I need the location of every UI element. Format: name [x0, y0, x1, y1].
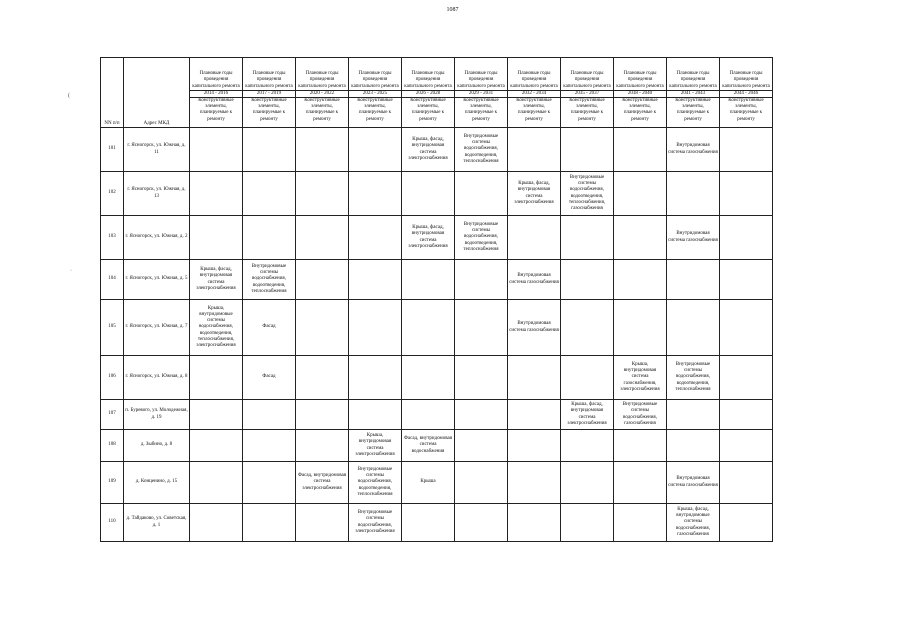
period-header-0: [190, 58, 243, 98]
repair-elements-cell: [720, 216, 773, 260]
repair-elements-cell: [243, 128, 296, 172]
repair-elements-cell: [614, 430, 667, 462]
period-header-6: [508, 58, 561, 98]
repair-elements-cell: [296, 356, 349, 400]
period-title: Плановые годы проведения капитального ремонта: [298, 71, 346, 89]
table-row: [101, 300, 773, 356]
repair-elements-cell: [402, 172, 455, 216]
elements-header-3: Конструктивные элементы, планируемые к ремонту: [349, 98, 402, 128]
period-title: Плановые годы проведения капитального ремонта: [245, 71, 293, 89]
repair-elements-cell: [561, 356, 614, 400]
repair-elements-cell: Внутридомовая система газоснабжения: [667, 462, 720, 504]
period-years: 2035 - 2037: [561, 90, 613, 97]
repair-elements-cell: [349, 260, 402, 300]
repair-elements-cell: Крыша, фасад, внутридомовая система электроснабжения: [561, 400, 614, 430]
repair-elements-cell: [296, 300, 349, 356]
row-address: п. Буревого, ул. Молодежная, д. 19: [124, 400, 190, 430]
row-address: д. Тайдаково, ул. Советская, д. 1: [124, 504, 190, 542]
repair-elements-cell: Внутридомовая система газоснабжения: [508, 260, 561, 300]
repair-elements-cell: [720, 400, 773, 430]
repair-elements-cell: [720, 300, 773, 356]
period-years: 2020 - 2022: [296, 90, 348, 97]
repair-elements-cell: [561, 216, 614, 260]
repair-elements-cell: [455, 356, 508, 400]
repair-elements-cell: [402, 356, 455, 400]
row-address: д. Зыбино, д. 8: [124, 430, 190, 462]
repair-elements-cell: [720, 128, 773, 172]
repair-elements-cell: Внутридомовые системы водоснабжения, водоотведения, теплоснабжения: [455, 216, 508, 260]
scan-artifact: ·: [70, 268, 72, 274]
period-years: 2014 - 2016: [190, 90, 242, 97]
repair-elements-cell: Фасад, внутридомовая система водоснабжения: [402, 430, 455, 462]
repair-elements-cell: Внутридомовые системы водоснабжения, водоотведения, теплоснабжения, газоснабжения: [561, 172, 614, 216]
repair-elements-cell: [614, 128, 667, 172]
repair-elements-cell: Крыша, фасад, внутридомовая система электроснабжения: [508, 172, 561, 216]
table-row: [101, 128, 773, 172]
repair-elements-cell: [402, 300, 455, 356]
period-header-9: [667, 58, 720, 98]
elements-header-2: Конструктивные элементы, планируемые к ремонту: [296, 98, 349, 128]
repair-elements-cell: [667, 300, 720, 356]
repair-elements-cell: [402, 504, 455, 542]
repair-elements-cell: [667, 260, 720, 300]
period-years: 2044 - 2046: [720, 90, 772, 97]
elements-header-4: Конструктивные элементы, планируемые к ремонту: [402, 98, 455, 128]
repair-elements-cell: [508, 356, 561, 400]
table-row: [101, 260, 773, 300]
row-number: 106: [101, 356, 124, 400]
elements-header-0: Конструктивные элементы, планируемые к ремонту: [190, 98, 243, 128]
repair-elements-cell: [190, 400, 243, 430]
repair-elements-cell: [243, 400, 296, 430]
repair-elements-cell: Крыша: [402, 462, 455, 504]
table-row: [101, 172, 773, 216]
repair-elements-cell: [667, 172, 720, 216]
repair-elements-cell: [296, 400, 349, 430]
repair-elements-cell: [190, 128, 243, 172]
table-row: [101, 356, 773, 400]
repair-elements-cell: [349, 400, 402, 430]
repair-elements-cell: [614, 260, 667, 300]
period-header-7: [561, 58, 614, 98]
repair-elements-cell: [243, 430, 296, 462]
period-header-10: [720, 58, 773, 98]
repair-elements-cell: Фасад: [243, 300, 296, 356]
elements-header-6: Конструктивные элементы, планируемые к ремонту: [508, 98, 561, 128]
repair-elements-cell: [455, 430, 508, 462]
period-header-1: [243, 58, 296, 98]
repair-elements-cell: [508, 430, 561, 462]
row-number: 101: [101, 128, 124, 172]
row-number: 102: [101, 172, 124, 216]
repair-elements-cell: [508, 216, 561, 260]
repair-elements-cell: [508, 400, 561, 430]
period-header-3: [349, 58, 402, 98]
header-row-elements: [101, 98, 773, 128]
repair-elements-cell: Крыша, внутридомовая система газоснабжения, электроснабжения: [614, 356, 667, 400]
table-row: [101, 216, 773, 260]
period-header-4: [402, 58, 455, 98]
repair-elements-cell: Крыша, фасад, внутридомовые системы водоснабжения, газоснабжения: [667, 504, 720, 542]
repair-elements-cell: Внутридомовая система газоснабжения: [667, 216, 720, 260]
repair-elements-cell: [614, 300, 667, 356]
repair-elements-cell: Фасад: [243, 356, 296, 400]
row-number: 104: [101, 260, 124, 300]
repair-elements-cell: [614, 504, 667, 542]
elements-header-10: Конструктивные элементы, планируемые к ремонту: [720, 98, 773, 128]
repair-elements-cell: Крыша, внутридомовая система электроснабжения: [349, 430, 402, 462]
repair-elements-cell: Внутридомовая система газоснабжения: [508, 300, 561, 356]
repair-elements-cell: [296, 172, 349, 216]
row-number: 103: [101, 216, 124, 260]
repair-elements-cell: Внутридомовые системы водоснабжения, водоотведения, теплоснабжения: [667, 356, 720, 400]
period-title: Плановые годы проведения капитального ремонта: [722, 71, 770, 89]
repair-elements-cell: [402, 260, 455, 300]
repair-elements-cell: [190, 172, 243, 216]
elements-header-5: Конструктивные элементы, планируемые к ремонту: [455, 98, 508, 128]
repair-elements-cell: [243, 462, 296, 504]
repair-elements-cell: [455, 504, 508, 542]
number-column-header: NN п/п: [101, 58, 124, 128]
capital-repair-schedule-table: [100, 57, 773, 542]
repair-elements-cell: [190, 356, 243, 400]
repair-elements-cell: [720, 462, 773, 504]
repair-elements-cell: Внутридомовые системы водоснабжения, водоотведения, теплоснабжения: [349, 462, 402, 504]
repair-elements-cell: [296, 504, 349, 542]
repair-elements-cell: [508, 128, 561, 172]
scan-artifact: (: [68, 93, 70, 99]
row-number: 110: [101, 504, 124, 542]
repair-elements-cell: [190, 504, 243, 542]
repair-elements-cell: [296, 216, 349, 260]
period-title: Плановые годы проведения капитального ремонта: [563, 71, 611, 89]
repair-elements-cell: [296, 128, 349, 172]
repair-elements-cell: [508, 504, 561, 542]
repair-elements-cell: [561, 504, 614, 542]
repair-elements-cell: Крыша, фасад, внутридомовая система электроснабжения: [190, 260, 243, 300]
table-row: [101, 504, 773, 542]
row-address: д. Конценино, д. 15: [124, 462, 190, 504]
header-row-periods: [101, 58, 773, 98]
repair-elements-cell: [455, 462, 508, 504]
period-header-2: [296, 58, 349, 98]
repair-elements-cell: [561, 300, 614, 356]
period-title: Плановые годы проведения капитального ремонта: [351, 71, 399, 89]
row-address: г. Ясногорск, ул. Южная, д. 8: [124, 356, 190, 400]
repair-elements-cell: Внутридомовая система газоснабжения: [667, 128, 720, 172]
repair-elements-cell: Внутридомовые системы водоснабжения, электроснабжения: [349, 504, 402, 542]
row-number: 109: [101, 462, 124, 504]
row-number: 105: [101, 300, 124, 356]
repair-elements-cell: [402, 400, 455, 430]
elements-header-7: Конструктивные элементы, планируемые к ремонту: [561, 98, 614, 128]
repair-elements-cell: Внутридомовые системы водоснабжения, водоотведения, теплоснабжения: [455, 128, 508, 172]
repair-elements-cell: [720, 430, 773, 462]
repair-elements-cell: [243, 172, 296, 216]
period-years: 2029 - 2031: [455, 90, 507, 97]
repair-elements-cell: [349, 172, 402, 216]
repair-elements-cell: Крыша, внутридомовые системы водоснабжения, водоотведения, теплоснабжения, электроснабжения: [190, 300, 243, 356]
repair-elements-cell: [296, 430, 349, 462]
repair-elements-cell: [667, 400, 720, 430]
period-years: 2041 - 2043: [667, 90, 719, 97]
table-body: [101, 128, 773, 542]
elements-header-8: Конструктивные элементы, планируемые к ремонту: [614, 98, 667, 128]
repair-elements-cell: [243, 216, 296, 260]
repair-elements-cell: [296, 260, 349, 300]
repair-elements-cell: [455, 400, 508, 430]
repair-elements-cell: Фасад, внутридомовая система электроснабжения: [296, 462, 349, 504]
row-address: г. Ясногорск, ул. Южная, д. 11: [124, 128, 190, 172]
period-years: 2032 - 2034: [508, 90, 560, 97]
period-header-8: [614, 58, 667, 98]
period-title: Плановые годы проведения капитального ремонта: [457, 71, 505, 89]
repair-elements-cell: [614, 216, 667, 260]
period-title: Плановые годы проведения капитального ремонта: [669, 71, 717, 89]
elements-header-1: Конструктивные элементы, планируемые к ремонту: [243, 98, 296, 128]
period-years: 2023 - 2025: [349, 90, 401, 97]
period-title: Плановые годы проведения капитального ремонта: [404, 71, 452, 89]
table-row: [101, 462, 773, 504]
repair-elements-cell: Крыша, фасад, внутридомовая система электроснабжения: [402, 128, 455, 172]
repair-elements-cell: Внутридомовые системы водоснабжения, водоотведения, теплоснабжения: [243, 260, 296, 300]
repair-elements-cell: [455, 300, 508, 356]
repair-elements-cell: [720, 172, 773, 216]
period-years: 2038 - 2040: [614, 90, 666, 97]
row-address: г. Ясногорск, ул. Южная, д. 2: [124, 216, 190, 260]
repair-elements-cell: [190, 462, 243, 504]
row-number: 107: [101, 400, 124, 430]
row-address: г. Ясногорск, ул. Южная, д. 13: [124, 172, 190, 216]
repair-elements-cell: [455, 172, 508, 216]
row-address: г. Ясногорск, ул. Южная, д. 5: [124, 260, 190, 300]
repair-elements-cell: [561, 430, 614, 462]
period-title: Плановые годы проведения капитального ремонта: [616, 71, 664, 89]
table-row: [101, 430, 773, 462]
repair-elements-cell: [349, 128, 402, 172]
repair-elements-cell: [349, 216, 402, 260]
repair-elements-cell: [614, 462, 667, 504]
row-address: г. Ясногорск, ул. Южная, д. 7: [124, 300, 190, 356]
repair-elements-cell: [190, 216, 243, 260]
address-column-header: Адрес МКД: [124, 58, 190, 128]
repair-elements-cell: [561, 128, 614, 172]
repair-elements-cell: [561, 462, 614, 504]
repair-elements-cell: [349, 356, 402, 400]
repair-elements-cell: [720, 504, 773, 542]
row-number: 108: [101, 430, 124, 462]
period-years: 2026 - 2028: [402, 90, 454, 97]
page-number: 1087: [446, 7, 459, 13]
period-years: 2017 - 2019: [243, 90, 295, 97]
repair-elements-cell: [667, 430, 720, 462]
period-title: Плановые годы проведения капитального ремонта: [510, 71, 558, 89]
repair-elements-cell: [190, 430, 243, 462]
repair-elements-cell: [720, 260, 773, 300]
table-row: [101, 400, 773, 430]
elements-header-9: Конструктивные элементы, планируемые к ремонту: [667, 98, 720, 128]
repair-elements-cell: [243, 504, 296, 542]
repair-elements-cell: [455, 260, 508, 300]
repair-elements-cell: Внутридомовые системы водоснабжения, газоснабжения: [614, 400, 667, 430]
repair-elements-cell: [614, 172, 667, 216]
period-header-5: [455, 58, 508, 98]
period-title: Плановые годы проведения капитального ремонта: [192, 71, 240, 89]
repair-elements-cell: [720, 356, 773, 400]
repair-elements-cell: [349, 300, 402, 356]
repair-elements-cell: [561, 260, 614, 300]
repair-elements-cell: [508, 462, 561, 504]
repair-elements-cell: Крыша, фасад, внутридомовая система электроснабжения: [402, 216, 455, 260]
